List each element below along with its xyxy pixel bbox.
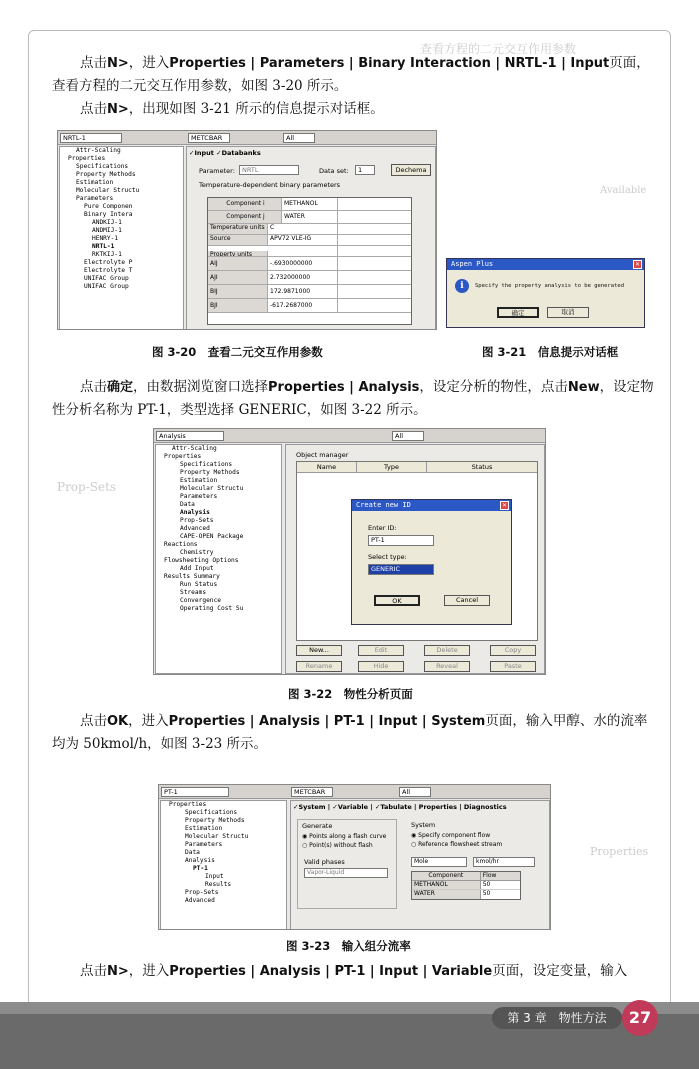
enter-id-label: Enter ID: bbox=[368, 524, 397, 532]
tree-item[interactable]: Results bbox=[205, 881, 232, 888]
figure-3-23-caption: 图 3-23 输入组分流率 bbox=[286, 939, 411, 953]
data-browser-tree bbox=[59, 146, 184, 330]
tree-item[interactable]: Property Methods bbox=[185, 817, 245, 824]
tree-item[interactable]: Chemistry bbox=[180, 549, 214, 556]
tree-item[interactable]: Run Status bbox=[180, 581, 218, 588]
text: 点击 bbox=[80, 713, 107, 729]
delete-button[interactable]: Delete bbox=[424, 645, 470, 656]
tree-item[interactable]: Molecular Structu bbox=[76, 187, 140, 194]
tree-item[interactable]: Results Summary bbox=[164, 573, 220, 580]
component-table bbox=[411, 871, 521, 900]
tree-item[interactable]: CAPE-OPEN Package bbox=[180, 533, 244, 540]
tree-item[interactable]: Parameters bbox=[76, 195, 114, 202]
tree-item[interactable]: Input bbox=[205, 873, 224, 880]
grid-row bbox=[208, 235, 411, 246]
figure-3-22-caption: 图 3-22 物性分析页面 bbox=[288, 687, 413, 701]
figure-3-22-screenshot bbox=[153, 428, 546, 675]
table-row bbox=[412, 890, 520, 899]
object-combo[interactable]: PT-1 bbox=[161, 787, 229, 797]
path-ref: Properties | Analysis bbox=[268, 380, 420, 395]
flash-curve-radio[interactable]: ◉ Points along a flash curve bbox=[302, 833, 387, 840]
table-row bbox=[412, 881, 520, 890]
tree-item[interactable]: Specifications bbox=[185, 809, 238, 816]
grid-row-label: Component j bbox=[208, 211, 282, 223]
filter-combo[interactable]: All bbox=[283, 133, 315, 143]
dialog-title: Aspen Plus bbox=[447, 259, 644, 270]
grid-cell[interactable]: -617.2687000 bbox=[268, 299, 338, 312]
parameter-field[interactable]: NRTL bbox=[239, 165, 299, 175]
paragraph-intro bbox=[52, 52, 655, 98]
close-icon[interactable]: ✕ bbox=[634, 261, 641, 268]
text: ，设定分析的物性，点击 bbox=[419, 379, 568, 395]
hide-button[interactable]: Hide bbox=[358, 661, 404, 672]
tree-item[interactable]: Specifications bbox=[180, 461, 233, 468]
text: ，进入 bbox=[128, 963, 170, 979]
text: ，进入 bbox=[128, 713, 169, 729]
component-flow-radio[interactable]: ◉ Specify component flow bbox=[411, 832, 491, 839]
dataset-field[interactable]: 1 bbox=[355, 165, 375, 175]
close-icon[interactable]: ✕ bbox=[501, 502, 508, 509]
grid-row bbox=[208, 271, 411, 285]
tree-item[interactable]: Estimation bbox=[76, 179, 114, 186]
column-header: Flow bbox=[482, 872, 497, 879]
tree-item[interactable]: Flowsheeting Options bbox=[164, 557, 239, 564]
text: 点击 bbox=[80, 379, 107, 395]
grid-row bbox=[208, 198, 411, 211]
tree-item[interactable]: Parameters bbox=[185, 841, 223, 848]
column-header[interactable]: Status bbox=[471, 463, 493, 471]
generate-group bbox=[297, 819, 397, 909]
text: ，设定物性分析名称为 PT-1，类型选择 GENERIC，如图 3-22 所示。 bbox=[52, 379, 654, 418]
valid-phases-select[interactable]: Vapor-Liquid bbox=[304, 868, 388, 878]
tree-item[interactable]: Convergence bbox=[180, 597, 221, 604]
table-header bbox=[412, 872, 520, 881]
grid-row bbox=[208, 246, 411, 257]
toolbar bbox=[58, 131, 436, 145]
radio-label: Reference flowsheet stream bbox=[418, 841, 503, 848]
input-form bbox=[186, 146, 436, 330]
tree-item[interactable]: Data bbox=[185, 849, 200, 856]
tree-item[interactable]: Pure Componen bbox=[84, 203, 133, 210]
tree-item[interactable]: Properties bbox=[169, 801, 207, 808]
next-button-ref: N> bbox=[107, 56, 129, 71]
tree-item[interactable]: Advanced bbox=[180, 525, 210, 532]
toolbar bbox=[154, 429, 545, 443]
filter-combo[interactable]: All bbox=[392, 431, 424, 441]
tree-item[interactable]: Parameters bbox=[180, 493, 218, 500]
grid-row bbox=[208, 299, 411, 313]
ghost-text: Available bbox=[600, 185, 647, 196]
grid-row-label: AJI bbox=[208, 271, 268, 284]
tree-item[interactable]: Streams bbox=[180, 589, 207, 596]
tree-item[interactable]: Add Input bbox=[180, 565, 214, 572]
grid-cell[interactable]: 2.732000000 bbox=[268, 271, 338, 284]
text: 点击 bbox=[80, 101, 107, 117]
form-tabs[interactable]: ✓Input ✓Databanks bbox=[189, 149, 261, 157]
object-manager-label: Object manager bbox=[296, 451, 349, 459]
tree-item[interactable]: Estimation bbox=[185, 825, 223, 832]
grid-row bbox=[208, 211, 411, 224]
tree-item[interactable]: RKTKIJ-1 bbox=[92, 251, 122, 258]
new-ref: New bbox=[567, 380, 600, 395]
chapter-label: 第 3 章 物性方法 bbox=[492, 1007, 622, 1029]
ghost-text: Properties bbox=[590, 845, 649, 858]
tree-item[interactable]: HENRY-1 bbox=[92, 235, 119, 242]
next-button-ref: N> bbox=[107, 102, 129, 117]
grid-row bbox=[208, 224, 411, 235]
figure-3-23-screenshot bbox=[158, 784, 551, 930]
column-header[interactable]: Name bbox=[297, 462, 357, 472]
figure-3-21-dialog bbox=[446, 258, 645, 328]
grid-row-label: BJI bbox=[208, 299, 268, 312]
grid-cell[interactable]: C bbox=[268, 224, 338, 234]
type-select[interactable]: GENERIC bbox=[368, 564, 434, 575]
new-button[interactable]: New... bbox=[296, 645, 342, 656]
ok-ref: OK bbox=[107, 714, 129, 729]
system-group bbox=[411, 819, 543, 909]
dataset-label: Data set: bbox=[319, 167, 349, 175]
confirm-button[interactable]: 确定 bbox=[497, 307, 539, 318]
text: 页面，输入甲醇、水的流率均为 50kmol/h，如图 3-23 所示。 bbox=[52, 713, 648, 752]
component-cell: METHANOL bbox=[412, 881, 481, 889]
tree-item[interactable]: NRTL-1 bbox=[92, 243, 115, 250]
text: 点击 bbox=[80, 963, 107, 979]
dialog-title: Create new ID bbox=[352, 500, 511, 511]
tree-item[interactable]: Prop-Sets bbox=[185, 889, 219, 896]
text: 页面，查看方程的二元交互作用参数，如图 3-20 所示。 bbox=[52, 55, 650, 94]
no-flash-radio[interactable]: ○ Point(s) without flash bbox=[302, 842, 373, 849]
tree-item[interactable]: ANDMIJ-1 bbox=[92, 227, 122, 234]
object-combo[interactable]: NRTL-1 bbox=[60, 133, 122, 143]
copy-button[interactable]: Copy bbox=[490, 645, 536, 656]
dechema-button[interactable]: Dechema bbox=[391, 164, 431, 176]
tree-item[interactable]: Properties bbox=[164, 453, 202, 460]
reveal-button[interactable]: Reveal bbox=[424, 661, 470, 672]
tree-item[interactable]: ANDKIJ-1 bbox=[92, 219, 122, 226]
grid-cell[interactable]: APV72 VLE-IG bbox=[268, 235, 338, 245]
paragraph-variable bbox=[52, 960, 655, 983]
rename-button[interactable]: Rename bbox=[296, 661, 342, 672]
tree-item[interactable]: Estimation bbox=[180, 477, 218, 484]
data-browser-tree bbox=[155, 444, 282, 674]
data-browser-tree bbox=[160, 800, 287, 930]
tree-item[interactable]: Properties bbox=[68, 155, 106, 162]
paragraph-dialog bbox=[52, 98, 655, 121]
reference-stream-radio[interactable]: ○ Reference flowsheet stream bbox=[411, 841, 503, 848]
toolbar bbox=[159, 785, 550, 799]
tree-item[interactable]: Attr-Scaling bbox=[172, 445, 217, 452]
next-button-ref: N> bbox=[107, 964, 129, 979]
valid-phases-label: Valid phases bbox=[304, 858, 345, 866]
units-combo[interactable]: METCBAR bbox=[291, 787, 333, 797]
ghost-text: 查看方程的二元交互作用参数 bbox=[420, 42, 577, 56]
cancel-button[interactable]: Cancel bbox=[444, 595, 490, 606]
system-form bbox=[290, 800, 550, 930]
grid-cell[interactable] bbox=[268, 246, 338, 256]
tree-item[interactable]: Property Methods bbox=[180, 469, 240, 476]
column-header: Component bbox=[412, 872, 481, 880]
tree-item[interactable]: Operating Cost Su bbox=[180, 605, 244, 612]
basis-select[interactable]: Mole bbox=[411, 857, 467, 867]
create-id-dialog bbox=[351, 499, 512, 625]
grid-cell[interactable]: METHANOL bbox=[282, 198, 338, 210]
tree-item[interactable]: Advanced bbox=[185, 897, 215, 904]
grid-row-label: Property units bbox=[208, 251, 268, 257]
paragraph-system bbox=[52, 710, 655, 756]
tree-item[interactable]: PT-1 bbox=[193, 865, 208, 872]
flow-cell[interactable]: 50 bbox=[482, 890, 491, 897]
grid-row-label: Source bbox=[208, 235, 268, 245]
tree-item[interactable]: Reactions bbox=[164, 541, 198, 548]
tree-item[interactable]: Molecular Structu bbox=[180, 485, 244, 492]
path-ref: Properties | Analysis | PT-1 | Input | Variable bbox=[169, 964, 493, 979]
form-tabs[interactable]: ✓System | ✓Variable | ✓Tabulate | Properties | Diagnostics bbox=[293, 803, 507, 811]
grid-row bbox=[208, 285, 411, 299]
text: 点击 bbox=[80, 55, 107, 71]
filter-combo[interactable]: All bbox=[399, 787, 431, 797]
page-number: 27 bbox=[622, 1000, 658, 1036]
grid-cell[interactable]: -.6930000000 bbox=[268, 257, 338, 270]
tree-item[interactable]: Prop-Sets bbox=[180, 517, 214, 524]
tree-item[interactable]: Binary Intera bbox=[84, 211, 133, 218]
ghost-text: Prop-Sets bbox=[57, 480, 117, 494]
grid-row-label: AIJ bbox=[208, 257, 268, 270]
info-icon: i bbox=[455, 279, 469, 293]
component-cell: WATER bbox=[412, 890, 481, 899]
confirm-ref: 确定 bbox=[107, 380, 134, 395]
figure-3-21-caption: 图 3-21 信息提示对话框 bbox=[482, 345, 619, 359]
parameter-label: Parameter: bbox=[199, 167, 235, 175]
grid-row-label: BIJ bbox=[208, 285, 268, 298]
path-ref: Properties | Analysis | PT-1 | Input | System bbox=[168, 714, 486, 729]
path-ref: Properties | Parameters | Binary Interaction | NRTL-1 | Input bbox=[169, 56, 610, 71]
tree-item[interactable]: Molecular Structu bbox=[185, 833, 249, 840]
flow-units-select[interactable]: kmol/hr bbox=[473, 857, 535, 867]
generate-label: Generate bbox=[302, 822, 333, 830]
radio-label: Points along a flash curve bbox=[309, 833, 387, 840]
text: 页面，设定变量，输入 bbox=[492, 963, 628, 979]
figure-3-20-screenshot bbox=[57, 130, 437, 330]
parameter-grid bbox=[207, 197, 412, 325]
figure-3-20-caption: 图 3-20 查看二元交互作用参数 bbox=[152, 345, 323, 359]
group-label: Temperature-dependent binary parameters bbox=[199, 181, 341, 189]
radio-label: Specify component flow bbox=[418, 832, 491, 839]
id-input[interactable]: PT-1 bbox=[368, 535, 434, 546]
tree-item[interactable]: Electrolyte P bbox=[84, 259, 133, 266]
system-label: System bbox=[411, 821, 436, 829]
tree-item[interactable]: Data bbox=[180, 501, 195, 508]
tree-item[interactable]: Specifications bbox=[76, 163, 129, 170]
grid-row bbox=[208, 257, 411, 271]
radio-label: Point(s) without flash bbox=[309, 842, 373, 849]
text: ，出现如图 3-21 所示的信息提示对话框。 bbox=[128, 101, 384, 117]
paragraph-analysis bbox=[52, 376, 655, 422]
dialog-message: Specify the property analysis to be generated bbox=[475, 283, 625, 289]
edit-button[interactable]: Edit bbox=[358, 645, 404, 656]
tree-item[interactable]: UNIFAC Group bbox=[84, 283, 129, 290]
object-list-header bbox=[297, 462, 537, 473]
grid-cell[interactable]: 172.9871000 bbox=[268, 285, 338, 298]
text: ，进入 bbox=[128, 55, 170, 71]
tree-item[interactable]: Analysis bbox=[180, 509, 210, 516]
column-header[interactable]: Type bbox=[357, 462, 427, 472]
paste-button[interactable]: Paste bbox=[490, 661, 536, 672]
tree-item[interactable]: Analysis bbox=[185, 857, 215, 864]
units-combo[interactable]: METCBAR bbox=[188, 133, 230, 143]
tree-item[interactable]: Property Methods bbox=[76, 171, 136, 178]
text: ，由数据浏览窗口选择 bbox=[133, 379, 269, 395]
object-combo[interactable]: Analysis bbox=[156, 431, 224, 441]
grid-row-label: Component i bbox=[208, 198, 282, 210]
select-type-label: Select type: bbox=[368, 553, 407, 561]
flow-cell[interactable]: 50 bbox=[482, 881, 491, 888]
tree-item[interactable]: UNIFAC Group bbox=[84, 275, 129, 282]
grid-row-label: Temperature units bbox=[208, 224, 268, 234]
cancel-button[interactable]: 取消 bbox=[547, 307, 589, 318]
grid-cell[interactable]: WATER bbox=[282, 211, 338, 223]
tree-item[interactable]: Electrolyte T bbox=[84, 267, 133, 274]
ok-button[interactable]: OK bbox=[374, 595, 420, 606]
tree-item[interactable]: Attr-Scaling bbox=[76, 147, 121, 154]
